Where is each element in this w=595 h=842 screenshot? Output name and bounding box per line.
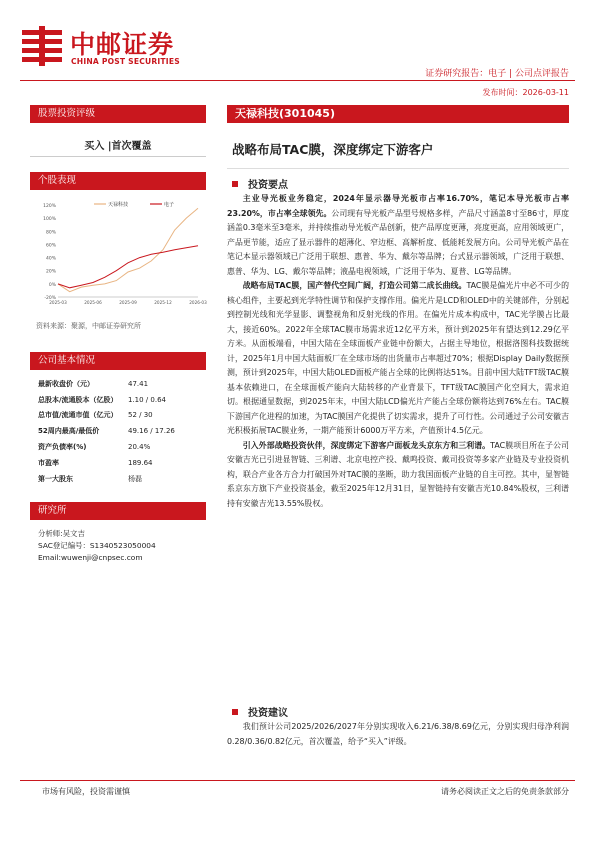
basics-label: 最新收盘价（元） <box>38 379 94 388</box>
paragraph-lead: 主业导光板业务稳定，2024年显示器导光板市占率16.70%，笔记本导光板市占率23.20%，市占率全球领先。 <box>227 194 569 218</box>
company-basics-table <box>38 376 202 487</box>
analyst-sac-number: SAC登记编号：S1340523050004 <box>38 541 156 550</box>
x-tick-label: 2025-09 <box>119 300 137 305</box>
section-title-text: 投资建议 <box>248 708 288 719</box>
paragraph <box>227 192 569 279</box>
legend-label: 电子 <box>164 202 175 208</box>
basics-label: 52周内最高/最低价 <box>38 427 100 436</box>
release-time: 发布时间：2026-03-11 <box>482 88 569 97</box>
table-row <box>38 408 202 424</box>
company-logo <box>20 22 220 72</box>
y-tick-label: -20% <box>44 296 56 301</box>
legend-label: 天禄科技 <box>108 202 129 208</box>
advice-body <box>227 720 569 749</box>
report-headline: 战略布局TAC膜，深度绑定下游客户 <box>232 142 434 157</box>
logo-text-en: CHINA POST SECURITIES <box>71 57 180 66</box>
investment-advice-title <box>232 704 288 719</box>
series-line-1 <box>58 208 198 291</box>
paragraph-lead: 引入外部战略投资伙伴，深度绑定下游客户面板龙头京东方和三利谱。 <box>242 440 491 450</box>
table-row <box>38 376 202 392</box>
stock-rating: 买入 |首次覆盖 <box>84 141 152 152</box>
performance-section-title: 个股表现 <box>30 172 206 190</box>
y-tick-label: 20% <box>45 269 56 275</box>
y-tick-label: 60% <box>45 243 56 249</box>
rating-section-title: 股票投资评级 <box>30 105 206 123</box>
research-section-title: 研究所 <box>30 502 206 520</box>
chart-source: 资料来源：聚源，中邮证券研究所 <box>36 322 141 330</box>
y-tick-label: 40% <box>45 256 56 262</box>
rating-divider <box>30 156 206 157</box>
x-tick-label: 2026-03 <box>189 300 207 305</box>
basics-value: 49.16 / 17.26 <box>128 427 175 436</box>
disclaimer-note: 请务必阅读正文之后的免责条款部分 <box>441 787 569 796</box>
paragraph-lead: 战略布局TAC膜，国产替代空间广阔，打造公司第二成长曲线。 <box>242 281 467 290</box>
basics-label: 第一大股东 <box>38 474 73 483</box>
table-row <box>38 455 202 471</box>
footer-divider <box>20 780 575 781</box>
stock-performance-chart <box>36 197 207 309</box>
section-title-text: 投资要点 <box>248 180 288 191</box>
paragraph-body: 公司现有导光板产品型号规格多样，产品尺寸涵盖8寸至86寸，厚度涵盖0.3毫米至3毫米，并持续推动导光板产品创新，使产品厚度更薄，亮度更高，应用领域更广，产品更节能，适应了显示器件的超薄化、窄边框、高解析度、低能耗发展方向。公司导光板产品在笔记本显示器领域已广泛用于联想、惠普、华为、戴尔等品牌；台式显示器领域，广泛用于联想、惠普、华为、LG、戴尔等品牌；液晶电视领域，广泛用于华为、夏普、LG等品牌。 <box>227 208 569 276</box>
highlights-body <box>227 192 569 511</box>
basics-label: 总股本/流通股本（亿股） <box>38 395 118 404</box>
header-divider <box>20 80 575 81</box>
basics-value: 1.10 / 0.64 <box>128 395 166 404</box>
basics-label: 资产负债率(%) <box>38 443 87 452</box>
table-row <box>38 439 202 455</box>
basics-label: 总市值/流通市值（亿元） <box>38 411 118 420</box>
paragraph-body: TAC膜项目所在子公司安徽吉光已引进显智链、三利谱、北京电控产投、戴鸣投资、戴司投资等多家产业链及专业投资机构，联合产业各方合力打破国外对TAC膜的垄断，助力我国面板产业链的自主可控。其中，显智链系京东方旗下产业投资基金，截至2025年12月31日，显智链持有安徽吉光10.84%股权，三利谱持有安徽吉光13.55%股权。 <box>227 440 569 508</box>
analyst-email[interactable]: Email:wuwenji@cnpsec.com <box>38 553 143 562</box>
logo-text-cn: 中邮证券 <box>70 30 175 59</box>
table-row <box>38 423 202 439</box>
x-tick-label: 2025-12 <box>154 300 172 305</box>
y-tick-label: 120% <box>43 204 56 209</box>
table-row <box>38 392 202 408</box>
x-tick-label: 2025-06 <box>84 300 102 305</box>
paragraph <box>227 439 569 512</box>
paragraph <box>227 279 569 439</box>
basics-label: 市盈率 <box>38 458 59 467</box>
analyst-info <box>38 528 156 564</box>
basics-value: 47.41 <box>128 379 149 388</box>
basics-value: 杨磊 <box>128 474 142 483</box>
paragraph: 我们预计公司2025/2026/2027年分别实现收入6.21/6.38/8.69亿元，分别实现归母净利润0.28/0.36/0.82亿元，首次覆盖，给予“买入”评级。 <box>227 722 569 746</box>
investment-highlights-title <box>232 176 288 191</box>
basics-section-title: 公司基本情况 <box>30 352 206 370</box>
report-type: 证券研究报告：电子 | 公司点评报告 <box>425 69 569 79</box>
y-tick-label: 0% <box>48 282 56 288</box>
section-bullet-icon <box>232 181 238 187</box>
y-tick-label: 100% <box>43 217 56 223</box>
company-title-bar <box>227 105 569 123</box>
basics-value: 189.64 <box>128 458 153 467</box>
x-tick-label: 2025-03 <box>49 300 67 305</box>
company-name: 天禄科技(301045) <box>235 107 335 120</box>
risk-warning: 市场有风险，投资需谨慎 <box>42 787 130 796</box>
basics-value: 52 / 30 <box>128 411 153 420</box>
series-line-2 <box>58 246 198 288</box>
table-row <box>38 471 202 487</box>
analyst-name: 分析师:吴文吉 <box>38 529 85 538</box>
basics-value: 20.4% <box>128 443 151 452</box>
y-tick-label: 80% <box>45 230 56 236</box>
china-post-logo-icon <box>20 24 64 68</box>
section-bullet-icon <box>232 709 238 715</box>
paragraph-body: TAC膜是偏光片中必不可少的核心组件，主要起到光学特性调节和保护支撑作用。偏光片是LCD和OLED中的关键部件，分别起到控制光线和光学显影、调整视角和反射光线的作用。在偏光片成本构成中，TAC光学膜占比最大，接近60%。2022年全球TAC膜市场需求近12亿平方米，预计到2025年有望达到12.29亿平方米。从面板端看，中国大陆在全球面板产业链中份额大，占据主导地位，根据洛图科技数据统计，2025年1月中国大陆面板厂在全球市场的出货量市占率超过70%；根据Display Daily数据预测，预计到2025年，中国大陆OLED面板产能占全球的比例将达51%。目前中国大陆TFT级TAC膜基本依赖进口，在全球面板产能向大陆转移的产业背景下，TFT级TAC膜国产化空间大，需求迫切。根据通显数据，到2025年末，中国大陆LCD偏光片产能占全球份额将达到76%左右。TAC膜下游国产化进程的加速，为TAC膜国产化提供了切实需求，提升了可行性。公司通过子公司安徽吉光积极拓展TAC膜业务，一期产能预计6000万平方米，产值预计4.5亿元。 <box>227 281 569 435</box>
headline-divider <box>227 168 569 169</box>
